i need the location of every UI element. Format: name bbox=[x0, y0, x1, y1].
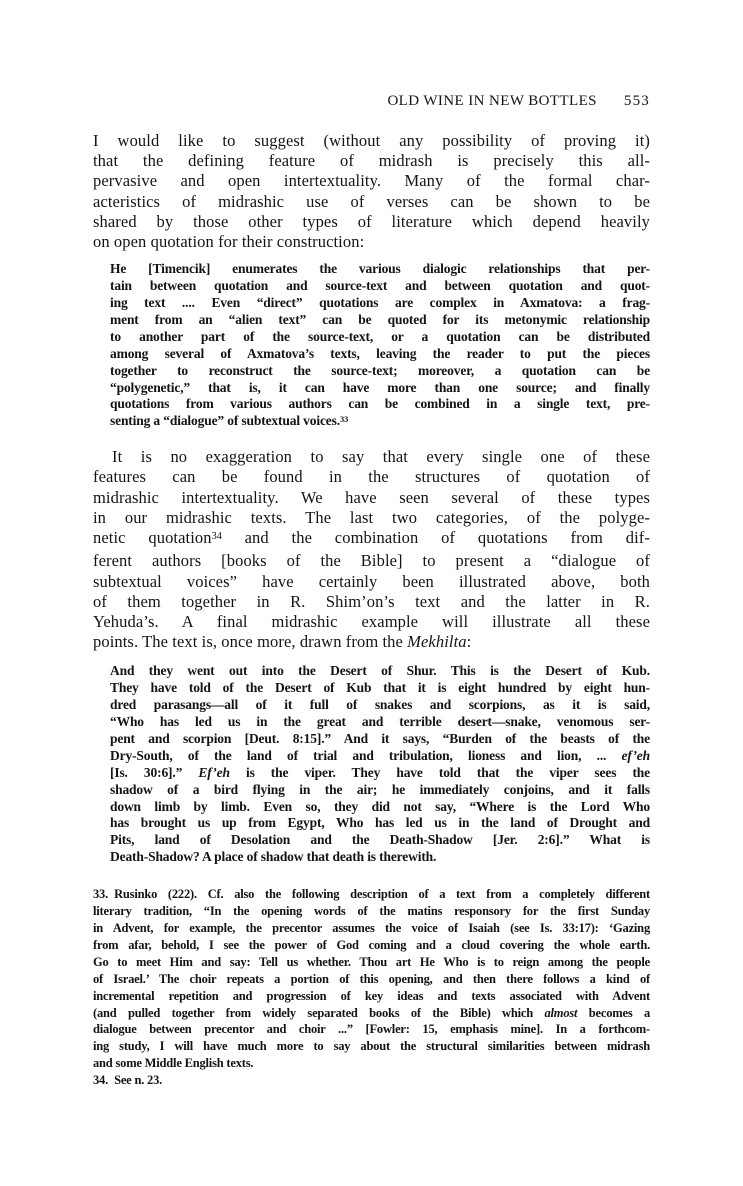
text-line: incremental repetition and progression of key ideas and texts associated with Advent bbox=[93, 988, 650, 1003]
text-line: from afar, behold, I see the power of God coming and a cloud covering the whole earth. bbox=[93, 937, 650, 952]
text-line: on open quotation for their construction: bbox=[93, 232, 365, 252]
text-line: It is no exaggeration to say that every single one of these bbox=[112, 447, 650, 467]
text-line: subtextual voices” have certainly been illustrated above, both bbox=[93, 571, 650, 591]
text-line: And they went out into the Desert of Shur. This is the Desert of Kub. bbox=[110, 663, 650, 679]
text-line: in our midrashic texts. The last two categories, of the polyge- bbox=[93, 507, 650, 527]
text-line: literary tradition, “In the opening words of the matins responsory for the first Sunday bbox=[93, 904, 650, 919]
block-quote bbox=[110, 663, 650, 866]
text-line: “polygenetic,” that is, it can have more than one source; and finally bbox=[110, 379, 650, 395]
text-line: “Who has led us in the great and terrible desert—snake, venomous ser- bbox=[110, 714, 650, 730]
text-line: senting a “dialogue” of subtextual voices.$^{33}$ bbox=[110, 413, 349, 429]
text-line: Death-Shadow? A place of shadow that death is therewith. bbox=[110, 849, 437, 865]
body-paragraph bbox=[93, 131, 650, 252]
text-line: points. The text is, once more, drawn from the Mekhilta: bbox=[93, 632, 472, 652]
running-title: OLD WINE IN NEW BOTTLES bbox=[387, 93, 597, 109]
text-line: of them together in R. Shim’on’s text and the latter in R. bbox=[93, 591, 650, 611]
text-line: shadow of a bird flying in the air; he immediately conjoins, and it falls bbox=[110, 781, 650, 797]
page-body bbox=[93, 131, 650, 866]
text-line: He [Timencik] enumerates the various dialogic relationships that per- bbox=[110, 261, 650, 277]
text-line: acteristics of midrashic use of verses can be shown to be bbox=[93, 191, 650, 211]
text-line: pent and scorpion [Deut. 8:15].” And it says, “Burden of the beasts of the bbox=[110, 730, 650, 746]
text-line: ferent authors [books of the Bible] to present a “dialogue of bbox=[93, 551, 650, 571]
body-paragraph bbox=[93, 447, 650, 652]
text-line: ing study, I will have much more to say about the structural similarities between midrash bbox=[93, 1039, 650, 1054]
text-line: Yehuda’s. A final midrashic example will illustrate all these bbox=[93, 611, 650, 631]
block-quote bbox=[110, 261, 650, 432]
text-line: has brought us up from Egypt, Who has led us in the land of Drought and bbox=[110, 815, 650, 831]
text-line: [Is. 30:6].” Ef’eh is the viper. They have told that the viper sees the bbox=[110, 764, 650, 780]
text-line: Dry-South, of the land of trial and tribulation, lioness and lion, ... ef’eh bbox=[110, 747, 650, 763]
text-line: midrashic intertextuality. We have seen several of these types bbox=[93, 487, 650, 507]
text-line: dred parasangs—all of it full of snakes and scorpions, as it is said, bbox=[110, 697, 650, 713]
text-line: Go to meet Him and say: Tell us whether. Thou art He Who is to reign among the people bbox=[93, 954, 650, 969]
text-line: to another part of the source-text, or a quotation can be distributed bbox=[110, 328, 650, 344]
text-line: They have told of the Desert of Kub that it is eight hundred by eight hun- bbox=[110, 680, 650, 696]
text-line: quotations from various authors can be combined in a single text, pre- bbox=[110, 396, 650, 412]
text-line: 33. Rusinko (222). Cf. also the following description of a text from a completely different bbox=[93, 887, 650, 902]
text-line: I would like to suggest (without any possibility of proving it) bbox=[93, 131, 650, 150]
text-line: 34. See n. 23. bbox=[93, 1073, 163, 1088]
text-line: Pits, land of Desolation and the Death-Shadow [Jer. 2:6].” What is bbox=[110, 832, 650, 848]
footnote bbox=[93, 1072, 650, 1089]
text-line: down limb by limb. Even so, they did not say, “Where is the Lord Who bbox=[110, 798, 650, 814]
text-line: ing text .... Even “direct” quotations are complex in Axmatova: a frag- bbox=[110, 295, 650, 311]
text-line: netic quotation$^{34}$ and the combination of quotations from dif- bbox=[93, 528, 650, 548]
text-line: pervasive and open intertextuality. Many of the formal char- bbox=[93, 171, 650, 191]
text-line: shared by those other types of literature which depend heavily bbox=[93, 211, 650, 231]
footnotes-section bbox=[93, 886, 650, 1089]
text-line: in Advent, for example, the precentor assumes the voice of Isaiah (see Is. 33:17): ‘Gazing bbox=[93, 921, 650, 935]
text-line: tain between quotation and source-text and between quotation and quot- bbox=[110, 278, 650, 294]
text-line: among several of Axmatova’s texts, leaving the reader to put the pieces bbox=[110, 345, 650, 361]
text-line: of Israel.’ The choir repeats a portion of this opening, and then there follows a kind of bbox=[93, 971, 650, 986]
text-line: features can be found in the structures of quotation of bbox=[93, 467, 650, 487]
text-line: dialogue between precentor and choir ...” [Fowler: 15, emphasis mine]. In a forthcom- bbox=[93, 1022, 650, 1037]
text-line: that the defining feature of midrash is precisely this all- bbox=[93, 151, 650, 171]
footnote bbox=[93, 886, 650, 1072]
text-line: ment from an “alien text” can be quoted for its metonymic relationship bbox=[110, 311, 650, 327]
text-line: (and pulled together from widely separated books of the Bible) which almost becomes a bbox=[93, 1005, 650, 1020]
text-line: and some Middle English texts. bbox=[93, 1056, 254, 1071]
text-line: together to reconstruct the source-text; moreover, a quotation can be bbox=[110, 362, 650, 378]
running-header bbox=[93, 92, 650, 110]
page-number: 553 bbox=[623, 93, 650, 109]
